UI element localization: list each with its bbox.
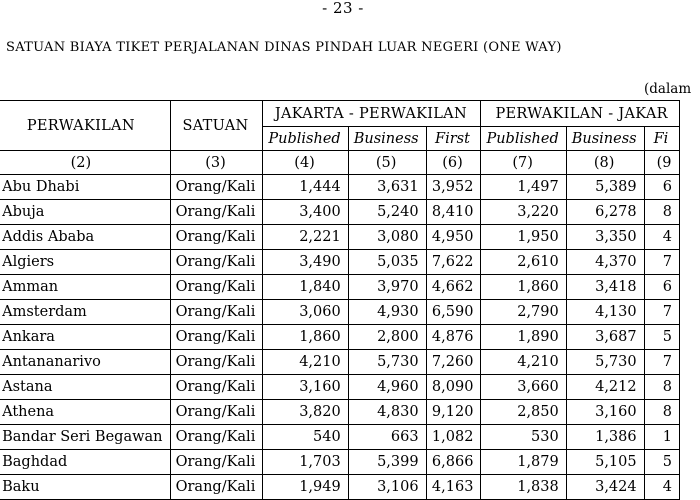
header-satuan: SATUAN	[170, 101, 263, 151]
perwakilan-cell: Abu Dhabi	[0, 175, 170, 200]
cost-cell: 2,610	[481, 250, 566, 275]
cost-cell: 3,400	[263, 200, 348, 225]
cost-cell: 6	[644, 275, 679, 300]
cost-cell: 8	[644, 375, 679, 400]
cost-cell: 5,105	[566, 450, 644, 475]
cost-cell: 7	[644, 350, 679, 375]
satuan-cell: Orang/Kali	[170, 400, 263, 425]
unit-note: (dalam	[644, 81, 692, 97]
cost-cell: 7,260	[426, 350, 481, 375]
cost-cell: 3,490	[263, 250, 348, 275]
cost-cell: 5	[644, 450, 679, 475]
header-first-2-cut: Fi	[644, 127, 679, 151]
column-number: (8)	[566, 151, 644, 175]
header-business-2: Business	[566, 127, 644, 151]
header-perwakilan-jakarta: PERWAKILAN - JAKAR	[481, 101, 680, 127]
cost-cell: 2,221	[263, 225, 348, 250]
perwakilan-cell: Athena	[0, 400, 170, 425]
perwakilan-cell: Algiers	[0, 250, 170, 275]
cost-cell: 3,060	[263, 300, 348, 325]
table-row	[0, 350, 680, 375]
perwakilan-cell: Amman	[0, 275, 170, 300]
cost-cell: 3,220	[481, 200, 566, 225]
cost-cell: 1	[644, 425, 679, 450]
satuan-cell: Orang/Kali	[170, 300, 263, 325]
cost-cell: 7,622	[426, 250, 481, 275]
cost-cell: 3,350	[566, 225, 644, 250]
cost-cell: 4,662	[426, 275, 481, 300]
header-published-2: Published	[481, 127, 566, 151]
table-row	[0, 200, 680, 225]
cost-cell: 663	[348, 425, 426, 450]
cost-cell: 4,960	[348, 375, 426, 400]
cost-cell: 4	[644, 225, 679, 250]
cost-cell: 4,876	[426, 325, 481, 350]
perwakilan-cell: Bandar Seri Begawan	[0, 425, 170, 450]
cost-cell: 8,410	[426, 200, 481, 225]
perwakilan-cell: Baku	[0, 475, 170, 500]
cost-cell: 5,389	[566, 175, 644, 200]
satuan-cell: Orang/Kali	[170, 250, 263, 275]
table-row	[0, 225, 680, 250]
ticket-cost-table	[0, 100, 680, 500]
cost-cell: 9,120	[426, 400, 481, 425]
header-row-groups	[0, 101, 680, 127]
cost-cell: 8,090	[426, 375, 481, 400]
cost-cell: 5,240	[348, 200, 426, 225]
cost-cell: 6,590	[426, 300, 481, 325]
table-container	[0, 100, 700, 500]
cost-cell: 3,970	[348, 275, 426, 300]
cost-cell: 2,790	[481, 300, 566, 325]
cost-cell: 1,860	[481, 275, 566, 300]
cost-cell: 1,444	[263, 175, 348, 200]
satuan-cell: Orang/Kali	[170, 350, 263, 375]
perwakilan-cell: Antananarivo	[0, 350, 170, 375]
page-number: - 23 -	[322, 0, 364, 17]
satuan-cell: Orang/Kali	[170, 325, 263, 350]
cost-cell: 5,399	[348, 450, 426, 475]
column-number: (3)	[170, 151, 263, 175]
satuan-cell: Orang/Kali	[170, 425, 263, 450]
satuan-cell: Orang/Kali	[170, 225, 263, 250]
cost-cell: 3,631	[348, 175, 426, 200]
cost-cell: 6,278	[566, 200, 644, 225]
table-row	[0, 275, 680, 300]
header-perwakilan: PERWAKILAN	[0, 101, 170, 151]
cost-cell: 3,106	[348, 475, 426, 500]
cost-cell: 1,386	[566, 425, 644, 450]
table-row	[0, 175, 680, 200]
cost-cell: 4,370	[566, 250, 644, 275]
cost-cell: 1,840	[263, 275, 348, 300]
cost-cell: 6	[644, 175, 679, 200]
header-published-1: Published	[263, 127, 348, 151]
cost-cell: 7	[644, 300, 679, 325]
cost-cell: 6,866	[426, 450, 481, 475]
column-number: (9	[644, 151, 679, 175]
cost-cell: 3,424	[566, 475, 644, 500]
table-row	[0, 450, 680, 475]
perwakilan-cell: Baghdad	[0, 450, 170, 475]
table-row	[0, 475, 680, 500]
cost-cell: 8	[644, 400, 679, 425]
header-business-1: Business	[348, 127, 426, 151]
cost-cell: 5,730	[566, 350, 644, 375]
table-row	[0, 250, 680, 275]
cost-cell: 1,838	[481, 475, 566, 500]
column-number: (5)	[348, 151, 426, 175]
satuan-cell: Orang/Kali	[170, 475, 263, 500]
column-number: (7)	[481, 151, 566, 175]
perwakilan-cell: Addis Ababa	[0, 225, 170, 250]
table-row	[0, 300, 680, 325]
cost-cell: 7	[644, 250, 679, 275]
cost-cell: 540	[263, 425, 348, 450]
cost-cell: 1,860	[263, 325, 348, 350]
cost-cell: 4,130	[566, 300, 644, 325]
cost-cell: 3,160	[566, 400, 644, 425]
cost-cell: 1,497	[481, 175, 566, 200]
table-row	[0, 325, 680, 350]
cost-cell: 4,210	[481, 350, 566, 375]
cost-cell: 2,850	[481, 400, 566, 425]
cost-cell: 8	[644, 200, 679, 225]
table-row	[0, 375, 680, 400]
table-row	[0, 400, 680, 425]
satuan-cell: Orang/Kali	[170, 175, 263, 200]
cost-cell: 1,703	[263, 450, 348, 475]
cost-cell: 530	[481, 425, 566, 450]
cost-cell: 5,035	[348, 250, 426, 275]
cost-cell: 4,950	[426, 225, 481, 250]
column-number: (2)	[0, 151, 170, 175]
table-row	[0, 425, 680, 450]
cost-cell: 3,160	[263, 375, 348, 400]
cost-cell: 4	[644, 475, 679, 500]
cost-cell: 1,082	[426, 425, 481, 450]
header-jakarta-perwakilan: JAKARTA - PERWAKILAN	[263, 101, 481, 127]
cost-cell: 1,950	[481, 225, 566, 250]
column-number: (4)	[263, 151, 348, 175]
cost-cell: 1,879	[481, 450, 566, 475]
cost-cell: 5	[644, 325, 679, 350]
table-body	[0, 175, 680, 500]
satuan-cell: Orang/Kali	[170, 275, 263, 300]
cost-cell: 1,890	[481, 325, 566, 350]
cost-cell: 2,800	[348, 325, 426, 350]
cost-cell: 4,210	[263, 350, 348, 375]
cost-cell: 3,660	[481, 375, 566, 400]
perwakilan-cell: Ankara	[0, 325, 170, 350]
cost-cell: 3,080	[348, 225, 426, 250]
cost-cell: 3,820	[263, 400, 348, 425]
perwakilan-cell: Abuja	[0, 200, 170, 225]
cost-cell: 3,418	[566, 275, 644, 300]
satuan-cell: Orang/Kali	[170, 450, 263, 475]
header-first-1: First	[426, 127, 481, 151]
document-title: SATUAN BIAYA TIKET PERJALANAN DINAS PINDAH LUAR NEGERI (ONE WAY)	[6, 40, 562, 55]
satuan-cell: Orang/Kali	[170, 375, 263, 400]
cost-cell: 4,930	[348, 300, 426, 325]
cost-cell: 4,830	[348, 400, 426, 425]
column-number: (6)	[426, 151, 481, 175]
cost-cell: 3,952	[426, 175, 481, 200]
cost-cell: 5,730	[348, 350, 426, 375]
perwakilan-cell: Astana	[0, 375, 170, 400]
cost-cell: 1,949	[263, 475, 348, 500]
perwakilan-cell: Amsterdam	[0, 300, 170, 325]
cost-cell: 3,687	[566, 325, 644, 350]
cost-cell: 4,163	[426, 475, 481, 500]
satuan-cell: Orang/Kali	[170, 200, 263, 225]
cost-cell: 4,212	[566, 375, 644, 400]
column-number-row	[0, 151, 680, 175]
